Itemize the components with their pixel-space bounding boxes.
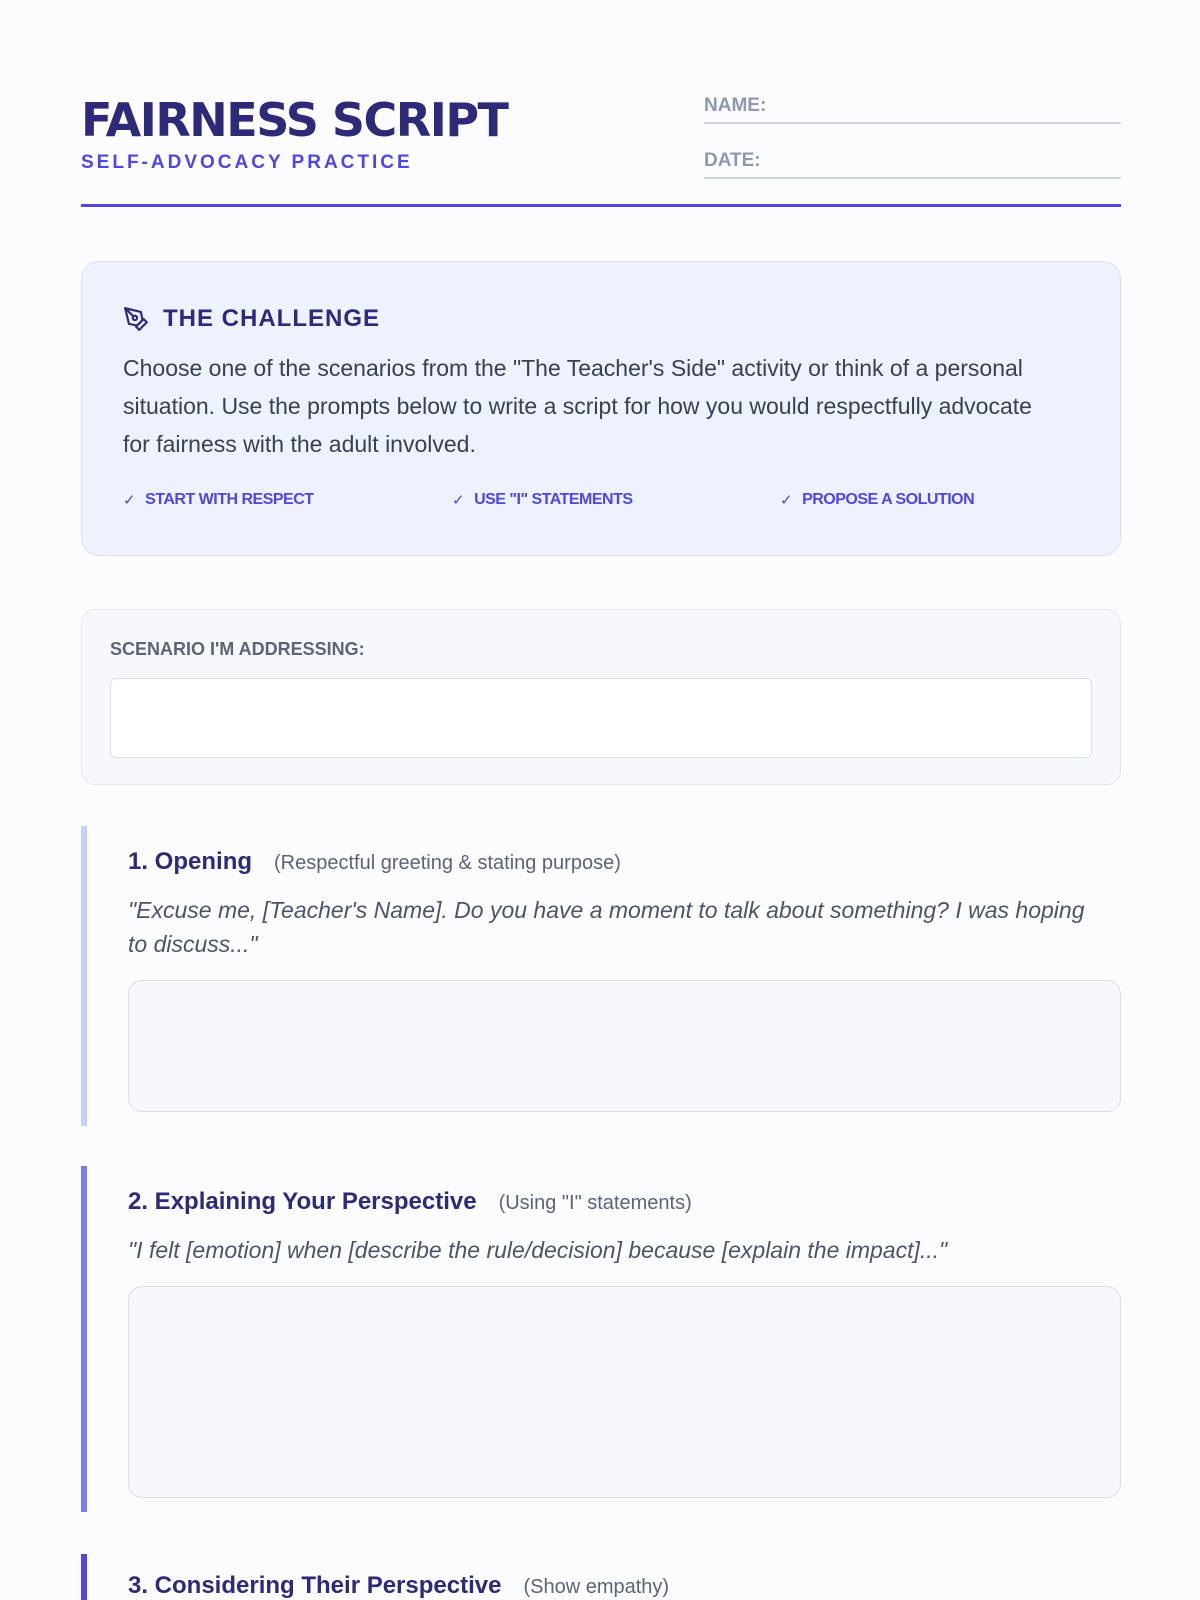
header: [81, 94, 1121, 206]
step-prompt: "I felt [emotion] when [describe the rule/decision] because [explain the impact]...": [128, 1237, 948, 1263]
step-perspective: [81, 1166, 1121, 1512]
challenge-tips: [123, 491, 1083, 515]
opening-answer-box[interactable]: [128, 980, 1121, 1112]
header-divider: [81, 204, 1121, 207]
step-accent-bar: [81, 1554, 87, 1600]
tip-label: START WITH RESPECT: [145, 491, 314, 508]
tip-label: PROPOSE A SOLUTION: [802, 491, 975, 508]
perspective-answer-box[interactable]: [128, 1286, 1121, 1498]
challenge-heading: [123, 305, 380, 333]
name-field[interactable]: NAME:: [704, 94, 1121, 124]
check-icon: ✓: [123, 492, 136, 509]
scenario-input[interactable]: [110, 678, 1092, 758]
name-date-fields: [704, 94, 1121, 204]
step-accent-bar: [81, 826, 87, 1126]
scenario-label: SCENARIO I'M ADDRESSING:: [110, 639, 365, 659]
date-field[interactable]: DATE:: [704, 149, 1121, 179]
step-accent-bar: [81, 1166, 87, 1512]
step-hint: (Respectful greeting & stating purpose): [274, 852, 621, 874]
step-opening: [81, 826, 1121, 1126]
pen-nib-icon: [123, 306, 149, 332]
challenge-text: Choose one of the scenarios from the "The Teacher's Side" activity or think of a personal situation. Use the prompts below to write a script for how you would respectfully advocate for fairness with the adult involved.: [123, 355, 1032, 457]
step-title: 1. Opening: [128, 848, 253, 875]
step-title: 2. Explaining Your Perspective: [128, 1188, 477, 1215]
step-prompt: "Excuse me, [Teacher's Name]. Do you have a moment to talk about something? I was hoping to discuss...": [128, 897, 1085, 957]
step-title: 3. Considering Their Perspective: [128, 1572, 502, 1599]
page-subtitle: SELF-ADVOCACY PRACTICE: [81, 152, 413, 173]
step-heading: [128, 1572, 669, 1600]
step-hint: (Show empathy): [523, 1576, 670, 1598]
step-heading: [128, 848, 621, 876]
tip-item: [452, 491, 633, 509]
challenge-title: THE CHALLENGE: [163, 305, 380, 332]
step-hint: (Using "I" statements): [498, 1192, 692, 1214]
step-heading: [128, 1188, 692, 1216]
check-icon: ✓: [452, 492, 465, 509]
tip-label: USE "I" STATEMENTS: [474, 491, 633, 508]
tip-item: [780, 491, 974, 509]
scenario-section: [81, 609, 1121, 785]
check-icon: ✓: [780, 492, 793, 509]
tip-item: [123, 491, 314, 509]
step-their-perspective: [81, 1554, 1121, 1600]
page-title: FAIRNESS SCRIPT: [81, 93, 508, 147]
challenge-box: [81, 261, 1121, 556]
